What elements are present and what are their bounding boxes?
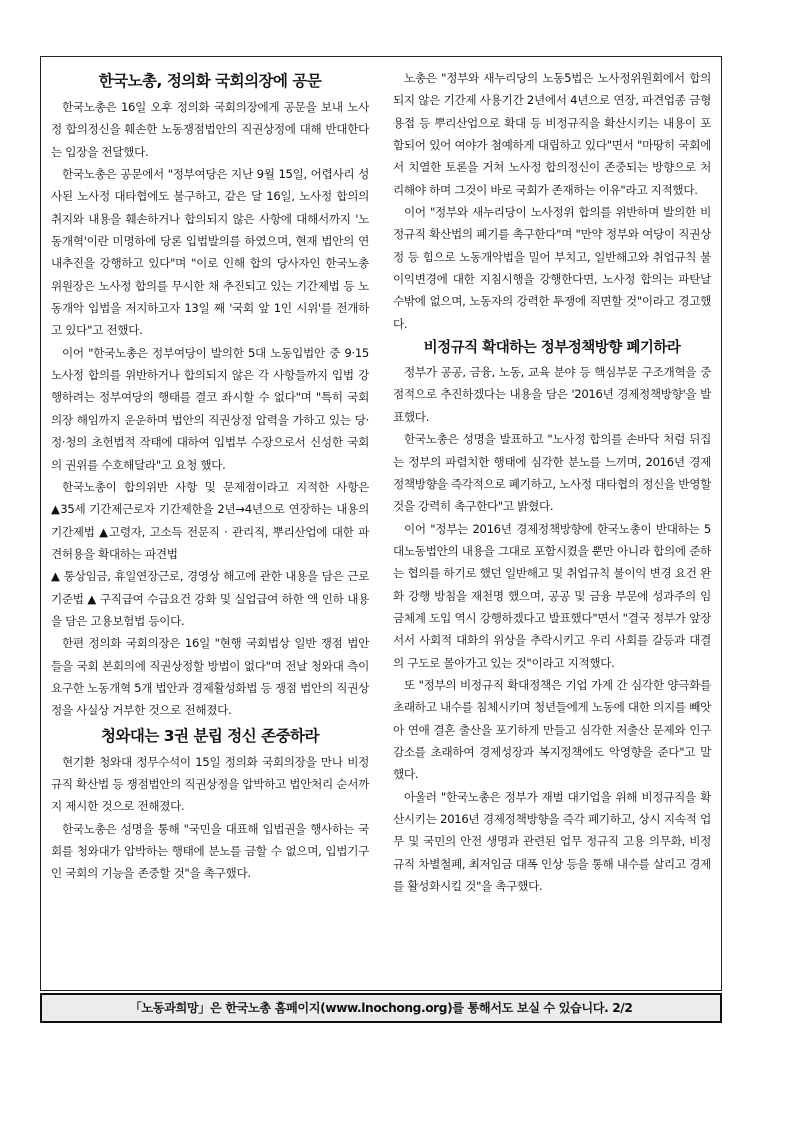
section-title-economic-policy: 비정규직 확대하는 정부정책방향 폐기하라 — [423, 340, 681, 357]
paragraph: 이어 "정부는 2016년 경제정책방향에 한국노총이 반대하는 5대노동법안의 내용을 그대로 포함시켰을 뿐만 아니라 합의에 준하는 협의를 하기로 했던 일반해고 및 취업규칙 불이익 변경 요건 완화 강행 방침을 재천명 했으며, 공공 및 금융 부문에 성과주의 임금체계 도입 역시 강행하겠다고 발표했다"면서 "결국 정부가 앞장서서 사회적 대화의 위상을 추락시키고 우리 사회를 갈등과 대결의 구도로 몰아가고 있는 것"이라고 지적했다. — [393, 521, 711, 670]
paragraph: 정부가 공공, 금융, 노동, 교육 분야 등 핵심부문 구조개혁을 중점적으로 추진하겠다는 내용을 담은 '2016년 경제정책방향'을 발표했다. — [393, 365, 711, 424]
paragraph: 한국노총은 성명을 통해 "국민을 대표해 입법권을 행사하는 국회를 청와대가 압박하는 행태에 분노를 금할 수 없으며, 입법기구인 국회의 기능을 존중할 것"을 촉구했다. — [51, 821, 369, 881]
paragraph: 한편 정의화 국회의장은 16일 "현행 국회법상 일반 쟁점 법안들을 국회 본회의에 직권상정할 방법이 없다"며 전날 청와대 측이 요구한 노동개혁 5개 법안과 경제활성화법 등 쟁점 법안의 직권상정을 사실상 거부한 것으로 전해졌다. — [51, 636, 369, 718]
right-column — [393, 67, 711, 897]
article-frame — [40, 56, 722, 991]
section-title-separation-of-powers: 청와대는 3권 분립 정신 존중하라 — [100, 726, 320, 745]
paragraph: 한국노총은 공문에서 "정부여당은 지난 9월 15일, 어렵사리 성사된 노사정 대타협에도 불구하고, 같은 달 16일, 노사정 합의의 취지와 내용을 훼손하거나 합의되지 않은 사항에 대해서까지 '노동개혁'이란 미명하에 당론 입법발의를 하였으며, 현재 법안의 연내추진을 강행하고 있다"며 "이로 인해 합의 당사자인 한국노총 위원장은 노사정 합의를 무시한 채 추진되고 있는 기간제법 등 노동개악 입법을 저지하고자 13일 째 '국회 앞 1인 시위'를 전개하고 있다"고 전했다. — [51, 167, 369, 338]
left-column — [51, 67, 369, 885]
paragraph: 아울러 "한국노총은 정부가 재벌 대기업을 위해 비정규직을 확산시키는 2016년 경제정책방향을 즉각 폐기하고, 상시 지속적 업무 및 국민의 안전 생명과 관련된 업무 정규직 고용 의무화, 비정규직 차별철폐, 최저임금 대폭 인상 등을 통해 내수를 살리고 경제를 활성화시킬 것"을 촉구했다. — [393, 789, 711, 894]
paragraph: 한국노총은 성명을 발표하고 "노사정 합의를 손바닥 처럼 뒤집는 정부의 파렴치한 행태에 심각한 분노를 느끼며, 2016년 경제정책방향을 즉각적으로 폐기하고, 노사정 대타협의 정신을 반영할 것을 강력히 촉구한다"고 밝혔다. — [393, 432, 711, 514]
paragraph: 노총은 "정부와 새누리당의 노동5법은 노사정위원회에서 합의되지 않은 기간제 사용기간 2년에서 4년으로 연장, 파견업종 금형 용접 등 뿌리산업으로 확대 등 비정규직을 확산시키는 내용이 포함되어 있어 여야가 첨예하게 대립하고 있다"면서 "마땅히 국회에서 치열한 토론을 거쳐 노사정 합의정신이 존중되는 방향으로 처리해야 하며 그것이 바로 국회가 존재하는 이유"라고 지적했다. — [393, 71, 711, 197]
footer-banner: 「노동과희망」은 한국노총 홈페이지(www.lnochong.org)를 통해서도 보실 수 있습니다. 2/2 — [40, 993, 722, 1023]
paragraph: 이어 "정부와 새누리당이 노사정위 합의를 위반하며 발의한 비정규직 확산법의 폐기를 촉구한다"며 "만약 정부와 여당이 직권상정 등 힘으로 노동개악법을 밀어 부치고, 일반해고와 취업규칙 불이익변경에 대한 지침시행을 강행한다면, 노사정 합의는 파탄날 수밖에 없으며, 노동자의 강력한 투쟁에 직면할 것"이라고 경고했다. — [393, 205, 711, 331]
paragraph: ▲ 통상임금, 휴일연장근로, 경영상 해고에 관한 내용을 담은 근로기준법 ▲ 구직급여 수급요건 강화 및 실업급여 하한 액 인하 내용을 담은 고용보험법 등이다. — [51, 569, 369, 628]
paragraph: 한국노총은 16일 오후 정의화 국회의장에게 공문을 보내 노사정 합의정신을 훼손한 노동쟁점법안의 직권상정에 대해 반대한다는 입장을 전달했다. — [51, 100, 369, 159]
paragraph: 이어 "한국노총은 정부여당이 발의한 5대 노동입법안 중 9·15 노사정 합의를 위반하거나 합의되지 않은 각 사항들까지 입법 강행하려는 정부여당의 행태를 결코 좌시할 수 없다"며 "특히 국회의장 해임까지 운운하며 법안의 직권상정 압력을 가하고 있는 당·정·청의 초헌법적 작태에 대하여 입법부 수장으로서 신성한 국회의 권위를 수호해달라"고 요청 했다. — [51, 345, 369, 472]
paragraph: 현기환 청와대 정무수석이 15일 정의화 국회의장을 만나 비정규직 확산법 등 쟁점법안의 직권상정을 압박하고 법안처리 순서까지 제시한 것으로 전해졌다. — [51, 754, 369, 814]
paragraph: 한국노총이 합의위반 사항 및 문제점이라고 지적한 사항은 ▲35세 기간제근로자 기간제한을 2년→4년으로 연장하는 내용의 기간제법 ▲고령자, 고소득 전문직 · 관리직, 뿌리산업에 대한 파견허용을 확대하는 파견법 — [51, 479, 369, 561]
section-title-assembly-letter: 한국노총, 정의화 국회의장에 공문 — [98, 72, 322, 90]
paragraph: 또 "정부의 비정규직 확대정책은 기업 가계 간 심각한 양극화를 초래하고 내수를 침체시키며 청년들에게 노동에 대한 의지를 빼앗아 연애 결혼 출산을 포기하게 만들고 심각한 저출산 문제와 인구감소를 초래하여 경제성장과 복지정책에도 악영향을 준다"고 말했다. — [393, 677, 711, 782]
